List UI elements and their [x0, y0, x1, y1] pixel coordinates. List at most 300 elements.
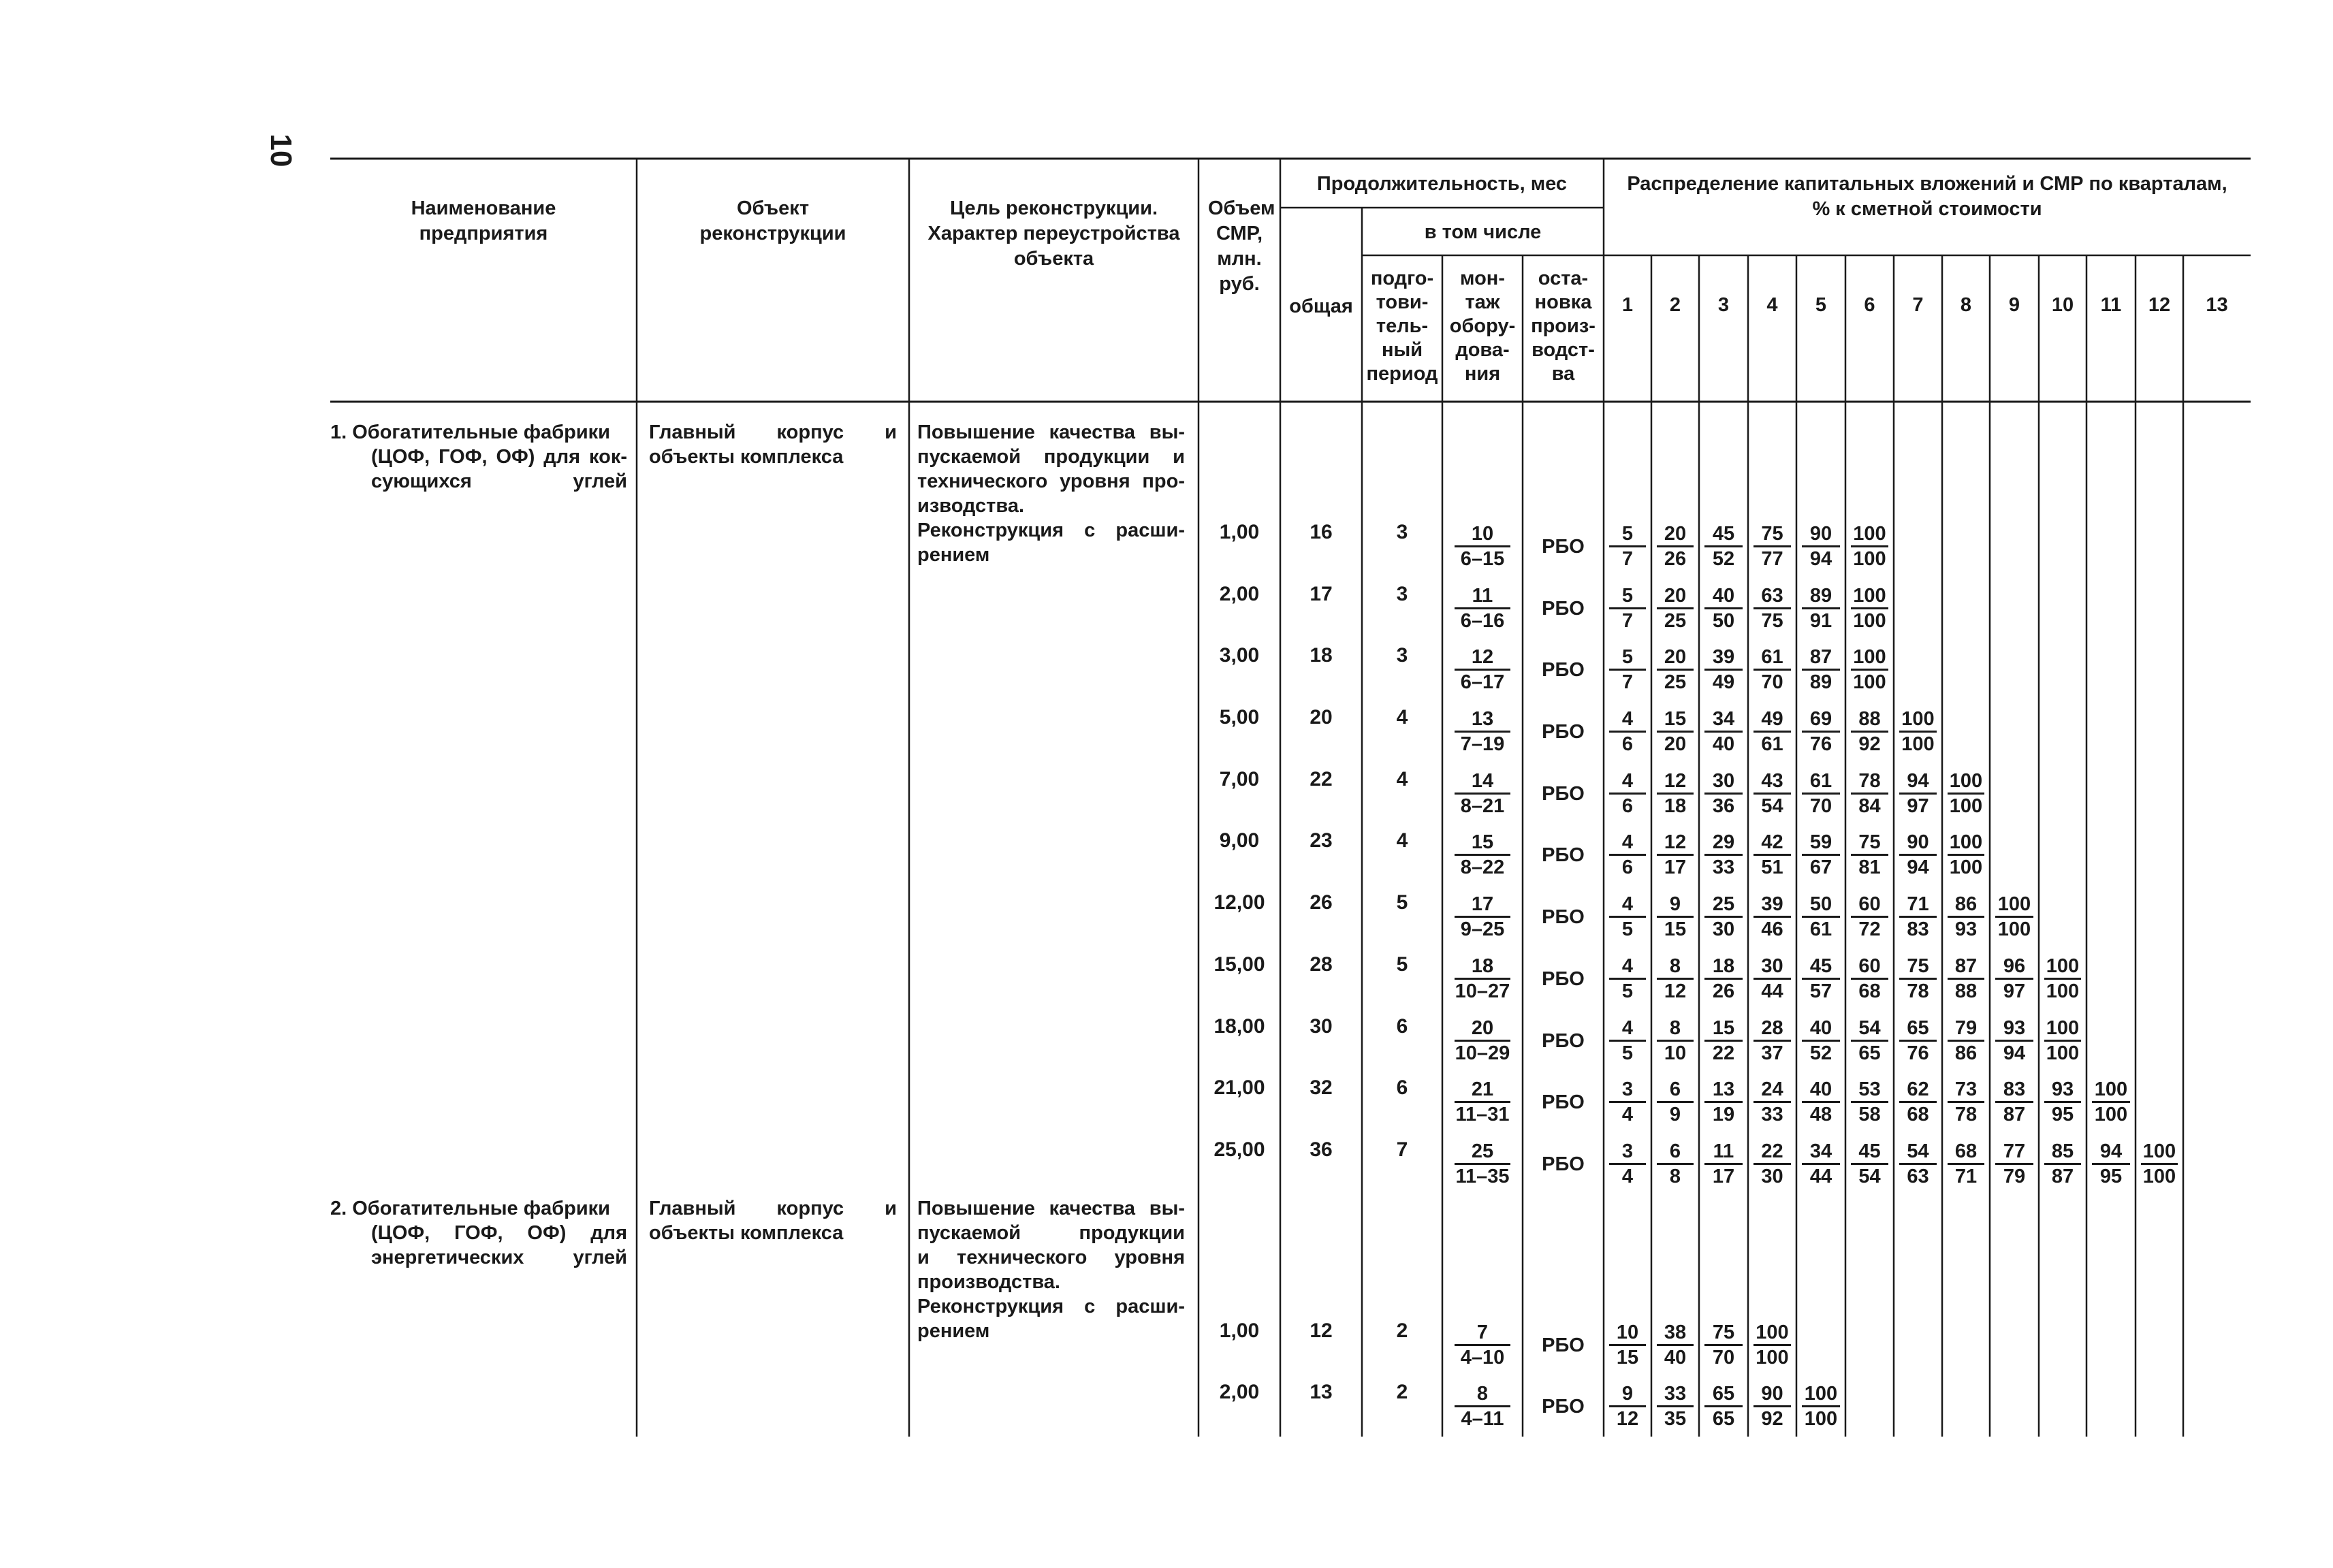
fraction-denominator: 4	[1609, 1163, 1646, 1188]
row-total-duration: 18	[1310, 644, 1333, 667]
fraction-numerator: 42	[1761, 831, 1783, 853]
fraction-denominator: 61	[1802, 916, 1840, 941]
quarter-fraction	[1948, 955, 1984, 1003]
quarter-fraction	[1899, 1140, 1937, 1188]
fraction-numerator: 5	[1621, 585, 1634, 607]
quarter-fraction	[1753, 955, 1791, 1003]
fraction-numerator: 28	[1761, 1017, 1783, 1039]
fraction-denominator: 87	[2044, 1163, 2081, 1188]
row-installation-fraction	[1455, 707, 1510, 756]
fraction-denominator: 100	[1899, 731, 1937, 756]
fraction-numerator: 54	[1907, 1140, 1929, 1162]
section-goal-line: Реконструкция с расши-	[917, 519, 1185, 541]
fraction-numerator: 79	[1954, 1017, 1978, 1039]
fraction-denominator: 8–22	[1455, 854, 1510, 879]
fraction-numerator: 94	[1907, 770, 1929, 792]
header-quarter-3: 3	[1717, 294, 1730, 316]
quarter-fraction	[1704, 1078, 1743, 1126]
quarter-fraction	[1657, 584, 1694, 633]
quarter-fraction	[1704, 1382, 1743, 1430]
quarter-fraction	[1657, 893, 1694, 941]
fraction-numerator: 30	[1712, 770, 1735, 792]
fraction-denominator: 17	[1657, 854, 1694, 879]
fraction-denominator: 70	[1802, 793, 1840, 818]
quarter-fraction	[1753, 831, 1791, 879]
fraction-numerator: 88	[1858, 708, 1881, 730]
fraction-denominator: 20	[1657, 731, 1694, 756]
fraction-numerator: 20	[1471, 1017, 1494, 1039]
row-prep-period: 5	[1396, 953, 1408, 976]
quarter-fraction	[2141, 1140, 2178, 1188]
fraction-denominator: 58	[1851, 1101, 1888, 1126]
quarter-fraction	[1802, 831, 1840, 879]
fraction-numerator: 100	[1901, 708, 1935, 730]
quarter-fraction	[1657, 831, 1694, 879]
fraction-numerator: 100	[2046, 1017, 2080, 1039]
fraction-numerator: 43	[1761, 770, 1783, 792]
quarter-fraction	[1802, 645, 1840, 694]
fraction-denominator: 30	[1704, 916, 1743, 941]
fraction-numerator: 78	[1858, 770, 1881, 792]
fraction-numerator: 29	[1712, 831, 1735, 853]
fraction-denominator: 25	[1657, 607, 1694, 633]
fraction-numerator: 90	[1809, 523, 1832, 545]
fraction-denominator: 78	[1899, 978, 1937, 1003]
row-installation-fraction	[1455, 522, 1510, 571]
fraction-numerator: 6	[1669, 1078, 1681, 1100]
fraction-numerator: 90	[1907, 831, 1929, 853]
quarter-fraction	[1753, 584, 1791, 633]
fraction-denominator: 88	[1948, 978, 1984, 1003]
fraction-numerator: 75	[1761, 523, 1783, 545]
fraction-numerator: 86	[1954, 893, 1978, 915]
quarter-fraction	[1753, 769, 1791, 818]
header-goal: Цель реконструкции. Характер переустройства объекта	[927, 197, 1180, 270]
quarter-fraction	[1753, 1140, 1791, 1188]
fraction-denominator: 72	[1851, 916, 1888, 941]
quarter-fraction	[2044, 1140, 2081, 1188]
row-installation-fraction	[1455, 1078, 1510, 1126]
quarter-fraction	[1899, 955, 1937, 1003]
fraction-numerator: 21	[1471, 1078, 1494, 1100]
quarter-fraction	[1851, 1078, 1888, 1126]
section-goal-line: производства.	[917, 1271, 1060, 1293]
quarter-fraction	[1753, 707, 1791, 756]
quarter-fraction	[1609, 1140, 1646, 1188]
fraction-numerator: 40	[1809, 1078, 1832, 1100]
fraction-numerator: 65	[1907, 1017, 1929, 1039]
fraction-numerator: 3	[1621, 1140, 1634, 1162]
fraction-denominator: 94	[1995, 1040, 2033, 1065]
fraction-denominator: 19	[1704, 1101, 1743, 1126]
quarter-fraction	[1851, 522, 1888, 571]
fraction-denominator: 97	[1995, 978, 2033, 1003]
header-distribution: Распределение капитальных вложений и СМР по кварталам, % к сметной стоимости	[1627, 173, 2227, 220]
quarter-fraction	[1899, 1078, 1937, 1126]
section-goal-line: рением	[917, 1320, 990, 1342]
fraction-denominator: 100	[2141, 1163, 2178, 1188]
fraction-denominator: 71	[1948, 1163, 1984, 1188]
fraction-numerator: 9	[1669, 893, 1681, 915]
fraction-numerator: 65	[1712, 1383, 1735, 1405]
row-total-duration: 13	[1310, 1381, 1333, 1403]
quarter-fraction	[1753, 1078, 1791, 1126]
row-installation-fraction	[1455, 645, 1510, 694]
fraction-denominator: 70	[1704, 1344, 1743, 1369]
fraction-denominator: 51	[1753, 854, 1791, 879]
quarter-fraction	[1995, 1140, 2033, 1188]
fraction-denominator: 100	[1802, 1405, 1840, 1430]
fraction-denominator: 10–27	[1455, 978, 1510, 1003]
fraction-numerator: 83	[2003, 1078, 2026, 1100]
header-quarter-1: 1	[1621, 294, 1634, 316]
section-goal-line: Реконструкция с расши-	[917, 1296, 1185, 1317]
quarter-fraction	[1948, 769, 1984, 818]
fraction-denominator: 6–17	[1455, 669, 1510, 694]
fraction-denominator: 25	[1657, 669, 1694, 694]
quarter-fraction	[1704, 584, 1743, 633]
header-quarter-2: 2	[1669, 294, 1681, 316]
fraction-denominator: 92	[1851, 731, 1888, 756]
fraction-denominator: 40	[1704, 731, 1743, 756]
fraction-denominator: 36	[1704, 793, 1743, 818]
quarter-fraction	[1995, 1078, 2033, 1126]
fraction-denominator: 94	[1802, 545, 1840, 571]
fraction-denominator: 6–15	[1455, 545, 1510, 571]
row-volume: 1,00	[1219, 1319, 1260, 1342]
fraction-denominator: 92	[1753, 1405, 1791, 1430]
quarter-fraction	[1753, 1321, 1791, 1369]
header-quarter-12: 12	[2148, 294, 2171, 316]
fraction-denominator: 4–11	[1455, 1405, 1510, 1430]
fraction-numerator: 40	[1712, 585, 1735, 607]
fraction-numerator: 100	[1949, 831, 1983, 853]
row-prep-period: 4	[1396, 706, 1408, 729]
header-quarter-13: 13	[2206, 294, 2228, 316]
fraction-numerator: 11	[1713, 1140, 1734, 1162]
fraction-denominator: 8	[1657, 1163, 1694, 1188]
fraction-denominator: 100	[1995, 916, 2033, 941]
row-production-stop: РБО	[1542, 783, 1585, 805]
header-install: мон- таж обору- дова- ния	[1449, 268, 1516, 385]
quarter-fraction	[1657, 645, 1694, 694]
fraction-numerator: 89	[1809, 585, 1832, 607]
section-object-line: объекты комплекса	[649, 1222, 844, 1244]
quarter-fraction	[1609, 707, 1646, 756]
fraction-numerator: 94	[2099, 1140, 2123, 1162]
header-including: в том числе	[1424, 221, 1542, 243]
page-number: 10	[264, 133, 298, 167]
quarter-fraction	[1704, 769, 1743, 818]
header-quarter-5: 5	[1815, 294, 1827, 316]
quarter-fraction	[1609, 645, 1646, 694]
fraction-numerator: 77	[2003, 1140, 2026, 1162]
quarter-fraction	[1995, 955, 2033, 1003]
section-object-line: объекты комплекса	[649, 446, 844, 468]
row-production-stop: РБО	[1542, 721, 1585, 743]
fraction-numerator: 63	[1761, 585, 1783, 607]
row-installation-fraction	[1455, 1321, 1510, 1369]
fraction-denominator: 57	[1802, 978, 1840, 1003]
fraction-denominator: 50	[1704, 607, 1743, 633]
fraction-numerator: 69	[1809, 708, 1832, 730]
row-total-duration: 16	[1310, 521, 1333, 543]
fraction-numerator: 87	[1954, 955, 1978, 977]
row-total-duration: 36	[1310, 1138, 1333, 1161]
fraction-numerator: 45	[1712, 523, 1735, 545]
quarter-fraction	[1609, 1382, 1646, 1430]
row-prep-period: 6	[1396, 1076, 1408, 1099]
quarter-fraction	[1657, 955, 1694, 1003]
row-prep-period: 3	[1396, 521, 1408, 543]
fraction-numerator: 61	[1809, 770, 1832, 792]
fraction-numerator: 49	[1761, 708, 1783, 730]
row-total-duration: 12	[1310, 1319, 1333, 1342]
quarter-fraction	[1609, 893, 1646, 941]
fraction-numerator: 6	[1669, 1140, 1681, 1162]
fraction-numerator: 75	[1712, 1322, 1735, 1343]
fraction-denominator: 68	[1899, 1101, 1937, 1126]
fraction-denominator: 75	[1753, 607, 1791, 633]
fraction-numerator: 33	[1664, 1383, 1687, 1405]
fraction-numerator: 100	[1804, 1383, 1838, 1405]
row-installation-fraction	[1455, 1140, 1510, 1188]
fraction-denominator: 49	[1704, 669, 1743, 694]
quarter-fraction	[1609, 1321, 1646, 1369]
fraction-numerator: 20	[1664, 523, 1687, 545]
quarter-fraction	[1704, 1321, 1743, 1369]
fraction-numerator: 10	[1471, 523, 1494, 545]
fraction-numerator: 68	[1954, 1140, 1978, 1162]
fraction-numerator: 10	[1616, 1322, 1639, 1343]
quarter-fraction	[1704, 645, 1743, 694]
quarter-fraction	[1704, 831, 1743, 879]
fraction-numerator: 71	[1907, 893, 1929, 915]
fraction-denominator: 83	[1899, 916, 1937, 941]
fraction-numerator: 13	[1712, 1078, 1735, 1100]
quarter-fraction	[1851, 1017, 1888, 1065]
row-production-stop: РБО	[1542, 968, 1585, 990]
header-quarter-6: 6	[1864, 294, 1875, 316]
quarter-fraction	[1609, 1017, 1646, 1065]
quarter-fraction	[1802, 584, 1840, 633]
quarter-fraction	[1899, 1017, 1937, 1065]
quarter-fraction	[1657, 1140, 1694, 1188]
row-production-stop: РБО	[1542, 906, 1585, 928]
quarter-fraction	[1704, 707, 1743, 756]
row-production-stop: РБО	[1542, 536, 1585, 558]
fraction-numerator: 85	[2051, 1140, 2074, 1162]
fraction-denominator: 6	[1609, 854, 1646, 879]
fraction-denominator: 67	[1802, 854, 1840, 879]
fraction-denominator: 100	[2092, 1101, 2130, 1126]
quarter-fraction	[1753, 522, 1791, 571]
row-volume: 9,00	[1219, 829, 1260, 852]
fraction-denominator: 12	[1657, 978, 1694, 1003]
fraction-denominator: 76	[1802, 731, 1840, 756]
fraction-numerator: 5	[1621, 646, 1634, 668]
quarter-fraction	[1802, 707, 1840, 756]
fraction-numerator: 45	[1858, 1140, 1881, 1162]
fraction-denominator: 7	[1609, 669, 1646, 694]
fraction-numerator: 4	[1621, 831, 1634, 853]
fraction-denominator: 79	[1995, 1163, 2033, 1188]
fraction-numerator: 100	[1756, 1322, 1789, 1343]
fraction-numerator: 12	[1471, 646, 1494, 668]
quarter-fraction	[1899, 893, 1937, 941]
fraction-denominator: 6–16	[1455, 607, 1510, 633]
fraction-denominator: 95	[2044, 1101, 2081, 1126]
fraction-denominator: 48	[1802, 1101, 1840, 1126]
section-goal-line: рением	[917, 544, 990, 566]
quarter-fraction	[1851, 893, 1888, 941]
fraction-denominator: 44	[1802, 1163, 1840, 1188]
quarter-fraction	[1802, 1382, 1840, 1430]
fraction-denominator: 11–31	[1455, 1101, 1510, 1126]
fraction-denominator: 8–21	[1455, 793, 1510, 818]
quarter-fraction	[1851, 769, 1888, 818]
quarter-fraction	[1802, 955, 1840, 1003]
fraction-denominator: 86	[1948, 1040, 1984, 1065]
row-prep-period: 3	[1396, 583, 1408, 605]
quarter-fraction	[1704, 893, 1743, 941]
fraction-denominator: 65	[1704, 1405, 1743, 1430]
section-goal-line: и технического уровня	[917, 1247, 1185, 1268]
row-volume: 2,00	[1219, 583, 1260, 605]
fraction-numerator: 4	[1621, 893, 1634, 915]
row-prep-period: 3	[1396, 644, 1408, 667]
fraction-numerator: 17	[1471, 893, 1494, 915]
fraction-numerator: 60	[1858, 955, 1881, 977]
fraction-denominator: 100	[1851, 545, 1888, 571]
section-goal-line: Повышение качества вы-	[917, 1198, 1185, 1219]
fraction-denominator: 100	[2044, 1040, 2081, 1065]
fraction-numerator: 100	[1853, 523, 1886, 545]
fraction-denominator: 100	[1851, 669, 1888, 694]
fraction-denominator: 68	[1851, 978, 1888, 1003]
fraction-denominator: 84	[1851, 793, 1888, 818]
quarter-fraction	[1995, 893, 2033, 941]
section-object-line: Главный корпус и	[649, 421, 897, 443]
fraction-denominator: 97	[1899, 793, 1937, 818]
fraction-denominator: 81	[1851, 854, 1888, 879]
quarter-fraction	[1657, 1382, 1694, 1430]
fraction-denominator: 22	[1704, 1040, 1743, 1065]
fraction-denominator: 54	[1753, 793, 1791, 818]
section-object-line: Главный корпус и	[649, 1198, 897, 1219]
fraction-denominator: 100	[1851, 607, 1888, 633]
fraction-numerator: 90	[1761, 1383, 1783, 1405]
quarter-fraction	[1704, 955, 1743, 1003]
fraction-denominator: 12	[1609, 1405, 1646, 1430]
row-total-duration: 20	[1310, 706, 1333, 729]
fraction-numerator: 53	[1858, 1078, 1881, 1100]
fraction-numerator: 100	[1949, 770, 1983, 792]
quarter-fraction	[1609, 769, 1646, 818]
fraction-numerator: 9	[1621, 1383, 1634, 1405]
fraction-denominator: 9	[1657, 1101, 1694, 1126]
fraction-denominator: 6	[1609, 731, 1646, 756]
fraction-denominator: 100	[1753, 1344, 1791, 1369]
fraction-numerator: 87	[1809, 646, 1832, 668]
fraction-numerator: 15	[1471, 831, 1494, 853]
fraction-denominator: 33	[1704, 854, 1743, 879]
fraction-numerator: 50	[1809, 893, 1832, 915]
quarter-fraction	[2044, 955, 2081, 1003]
fraction-numerator: 45	[1809, 955, 1832, 977]
fraction-denominator: 54	[1851, 1163, 1888, 1188]
quarter-fraction	[1948, 1078, 1984, 1126]
header-object: Объект реконструкции	[699, 197, 846, 244]
fraction-numerator: 18	[1712, 955, 1735, 977]
fraction-numerator: 24	[1761, 1078, 1783, 1100]
fraction-denominator: 26	[1657, 545, 1694, 571]
fraction-numerator: 15	[1664, 708, 1687, 730]
row-production-stop: РБО	[1542, 659, 1585, 681]
fraction-numerator: 4	[1621, 1017, 1634, 1039]
section-goal-line: изводства.	[917, 495, 1025, 517]
fraction-denominator: 10–29	[1455, 1040, 1510, 1065]
quarter-fraction	[1802, 1017, 1840, 1065]
row-production-stop: РБО	[1542, 1153, 1585, 1175]
row-installation-fraction	[1455, 831, 1510, 879]
fraction-denominator: 30	[1753, 1163, 1791, 1188]
quarter-fraction	[1609, 584, 1646, 633]
fraction-denominator: 5	[1609, 916, 1646, 941]
fraction-denominator: 18	[1657, 793, 1694, 818]
fraction-numerator: 100	[1853, 585, 1886, 607]
fraction-numerator: 100	[2046, 955, 2080, 977]
quarter-fraction	[2044, 1017, 2081, 1065]
quarter-fraction	[1802, 1078, 1840, 1126]
quarter-fraction	[1802, 522, 1840, 571]
row-prep-period: 7	[1396, 1138, 1408, 1161]
fraction-denominator: 70	[1753, 669, 1791, 694]
section-goal-line: пускаемой продукции и	[917, 446, 1185, 468]
header-duration: Продолжительность, мес	[1316, 173, 1568, 195]
quarter-fraction	[2044, 1078, 2081, 1126]
fraction-numerator: 100	[2142, 1140, 2176, 1162]
quarter-fraction	[1657, 1017, 1694, 1065]
fraction-denominator: 61	[1753, 731, 1791, 756]
quarter-fraction	[1899, 831, 1937, 879]
fraction-denominator: 76	[1899, 1040, 1937, 1065]
fraction-denominator: 89	[1802, 669, 1840, 694]
row-production-stop: РБО	[1542, 1334, 1585, 1356]
quarter-fraction	[1802, 769, 1840, 818]
row-installation-fraction	[1455, 1017, 1510, 1065]
fraction-numerator: 34	[1809, 1140, 1832, 1162]
quarter-fraction	[1657, 522, 1694, 571]
fraction-denominator: 26	[1704, 978, 1743, 1003]
fraction-denominator: 100	[2044, 978, 2081, 1003]
row-prep-period: 4	[1396, 829, 1408, 852]
fraction-denominator: 93	[1948, 916, 1984, 941]
fraction-denominator: 15	[1609, 1344, 1646, 1369]
header-total: общая	[1289, 295, 1353, 317]
fraction-numerator: 93	[2003, 1017, 2026, 1039]
fraction-denominator: 11–35	[1455, 1163, 1510, 1188]
row-total-duration: 22	[1310, 768, 1333, 790]
row-total-duration: 28	[1310, 953, 1333, 976]
quarter-fraction	[1948, 1140, 1984, 1188]
fraction-numerator: 25	[1712, 893, 1735, 915]
quarter-fraction	[1704, 522, 1743, 571]
fraction-denominator: 4–10	[1455, 1344, 1510, 1369]
fraction-numerator: 54	[1858, 1017, 1881, 1039]
fraction-numerator: 4	[1621, 770, 1634, 792]
quarter-fraction	[1851, 707, 1888, 756]
